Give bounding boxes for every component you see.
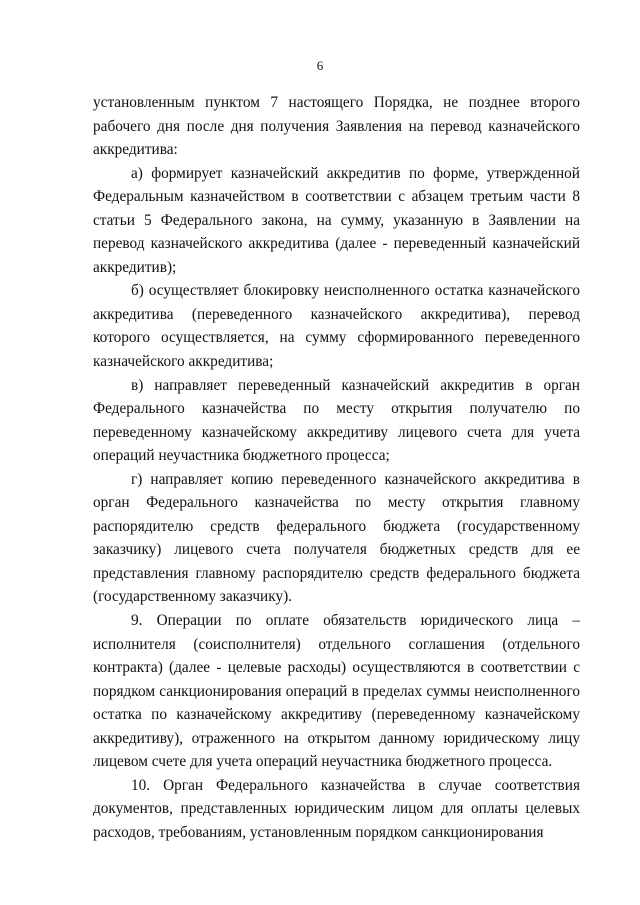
paragraph: 9. Операции по оплате обязательств юридического лица – исполнителя (соисполнителя) отдельного соглашения (отдельного контракта) (далее - целевые расходы) осуществляются в соответствии с порядком санкционирования операций в пределах суммы неисполненного остатка по казначейскому аккредитиву (переведенному казначейскому аккредитиву), отраженного на открытом данному юридическому лицу лицевом счете для учета операций неучастника бюджетного процесса. bbox=[93, 612, 580, 771]
paragraph: а) формирует казначейский аккредитив по форме, утвержденной Федеральным казначейством в соответствии с абзацем третьим части 8 статьи 5 Федерального закона, на сумму, указанную в Заявлении на перевод казначейского аккредитива (далее - переведенный казначейский аккредитив); bbox=[93, 164, 580, 276]
document-body bbox=[93, 91, 580, 845]
paragraph: установленным пунктом 7 настоящего Порядка, не позднее второго рабочего дня после дня получения Заявления на перевод казначейского аккредитива: bbox=[93, 94, 580, 159]
paragraph: в) направляет переведенный казначейский аккредитив в орган Федерального казначейства по месту открытия получателю по переведенному казначейскому аккредитиву лицевого счета для учета операций неучастника бюджетного процесса; bbox=[93, 376, 580, 465]
paragraph: г) направляет копию переведенного казначейского аккредитива в орган Федерального казначейства по месту открытия главному распорядителю средств федерального бюджета (государственному заказчику) лицевого счета получателя бюджетных средств для ее представления главному распорядителю средств федерального бюджета (государственному заказчику). bbox=[93, 470, 580, 606]
paragraph: 10. Орган Федерального казначейства в случае соответствия документов, представленных юридическим лицом для оплаты целевых расходов, требованиям, установленным порядком санкционирования bbox=[93, 776, 580, 841]
page-number: 6 bbox=[316, 58, 324, 73]
paragraph: б) осуществляет блокировку неисполненного остатка казначейского аккредитива (переведенного казначейского аккредитива), перевод которого осуществляется, на сумму сформированного переведенного казначейского аккредитива; bbox=[93, 282, 580, 371]
